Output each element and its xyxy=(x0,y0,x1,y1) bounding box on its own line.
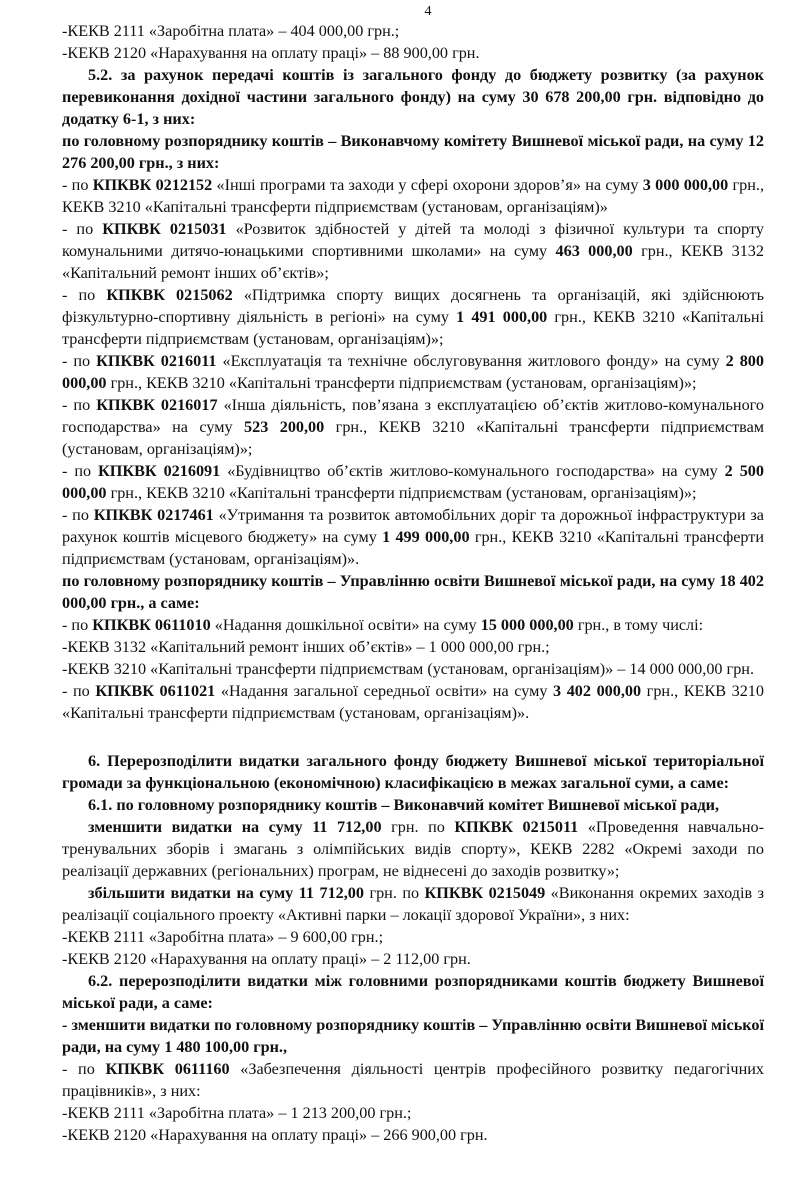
change-amount: 11 712,00 xyxy=(298,884,364,902)
program-code: КПКВК 0217461 xyxy=(93,506,214,524)
change-action: збільшити видатки xyxy=(88,884,231,902)
item-suffix: грн., КЕКВ 3132 «Капітальний ремонт інших об’єктів»; xyxy=(62,242,764,282)
item-suffix: грн., в тому числі: xyxy=(573,616,704,634)
item-description: «Експлуатація та технічне обслуговування житлового фонду» на суму xyxy=(216,352,726,370)
change-connector: грн. по xyxy=(364,884,425,902)
item-prefix: - по xyxy=(62,220,103,238)
item-prefix: - по xyxy=(62,396,97,414)
change-description: «Виконання окремих заходів з реалізації соціального проекту «Активні парки – локації здорової України», з них: xyxy=(62,884,765,924)
item-amount: 15 000 000,00 xyxy=(480,616,574,634)
text-paragraph: -КЕКВ 2120 «Нарахування на оплату праці» – 266 900,00 грн. xyxy=(62,1126,488,1144)
change-connector: на суму xyxy=(231,884,299,902)
program-code: КПКВК 0215049 xyxy=(424,884,546,902)
heading-paragraph: по головному розпоряднику коштів – Управлінню освіти Вишневої міської ради, на суму 18 402 000,00 грн., а саме: xyxy=(62,572,764,612)
item-suffix: грн., КЕКВ 3210 «Капітальні трансферти підприємствам (установам, організаціям)». xyxy=(62,682,764,722)
heading-paragraph: 5.2. за рахунок передачі коштів із загального фонду до бюджету розвитку (за рахунок перевиконання дохідної частини загального фонду) на суму 30 678 200,00 грн. відповідно до додатку 6-1, з них: xyxy=(62,66,764,128)
document-body xyxy=(62,20,764,1146)
budget-item xyxy=(62,504,764,570)
item-suffix: грн., КЕКВ 3210 «Капітальні трансферти підприємствам (установам, організаціям)»; xyxy=(106,484,697,502)
item-amount: 2 800 000,00 xyxy=(62,352,764,392)
program-code: КПКВК 0215031 xyxy=(102,220,227,238)
item-amount: 3 000 000,00 xyxy=(642,176,729,194)
item-prefix: - по xyxy=(62,682,96,700)
heading-paragraph: - зменшити видатки по головному розпоряднику коштів – Управлінню освіти Вишневої міської ради, на суму 1 480 100,00 грн., xyxy=(62,1016,764,1056)
item-prefix: - по xyxy=(62,1060,106,1078)
page-number: 4 xyxy=(424,4,432,19)
item-prefix: - по xyxy=(62,352,97,370)
budget-item xyxy=(62,174,764,218)
item-prefix: - по xyxy=(62,506,94,524)
item-description: «Інша діяльність, пов’язана з експлуатацією об’єктів житлово-комунального господарства» на суму xyxy=(62,396,764,436)
item-amount: 3 402 000,00 xyxy=(553,682,642,700)
item-amount: 1 499 000,00 xyxy=(382,528,470,546)
item-description: «Надання загальної середньої освіти» на суму xyxy=(215,682,554,700)
item-suffix: грн., КЕКВ 3210 «Капітальні трансферти підприємствам (установам, організаціям)». xyxy=(62,528,765,568)
budget-item xyxy=(62,1058,764,1102)
item-description: «Надання дошкільної освіти» на суму xyxy=(210,616,481,634)
change-description: «Проведення навчально-тренувальних зборів і змагань з олімпійських видів спорту», КЕКВ 2282 «Окремі заходи по реалізації державних (регіональних) програм, не віднесені до заходів розвитку»; xyxy=(62,818,764,880)
heading-paragraph: 6.1. по головному розпоряднику коштів – Виконавчий комітет Вишневої міської ради, xyxy=(88,796,720,814)
budget-change xyxy=(62,882,764,926)
text-paragraph: -КЕКВ 2120 «Нарахування на оплату праці» – 88 900,00 грн. xyxy=(62,44,480,62)
change-connector: грн. по xyxy=(381,818,455,836)
text-paragraph: -КЕКВ 2111 «Заробітна плата» – 404 000,00 грн.; xyxy=(62,22,400,40)
program-code: КПКВК 0611010 xyxy=(92,616,211,634)
program-code: КПКВК 0611160 xyxy=(105,1060,230,1078)
program-code: КПКВК 0212152 xyxy=(92,176,213,194)
item-amount: 2 500 000,00 xyxy=(62,462,764,502)
program-code: КПКВК 0215062 xyxy=(106,286,233,304)
paragraph-gap xyxy=(62,724,764,750)
program-code: КПКВК 0611021 xyxy=(95,682,216,700)
budget-item xyxy=(62,350,764,394)
program-code: КПКВК 0216091 xyxy=(98,462,221,480)
budget-item xyxy=(62,218,764,284)
budget-item xyxy=(62,460,764,504)
budget-item xyxy=(62,284,764,350)
change-amount: 11 712,00 xyxy=(312,818,382,836)
item-description: «Підтримка спорту вищих досягнень та організацій, які здійснюють фізкультурно-спортивну діяльність в регіоні» на суму xyxy=(62,286,764,326)
item-description: «Забезпечення діяльності центрів професійного розвитку педагогічних працівників», з них: xyxy=(62,1060,764,1100)
item-description: «Утримання та розвиток автомобільних доріг та дорожньої інфраструктури за рахунок коштів місцевого бюджету» на суму xyxy=(62,506,764,546)
text-paragraph: -КЕКВ 2111 «Заробітна плата» – 1 213 200,00 грн.; xyxy=(62,1104,412,1122)
item-amount: 1 491 000,00 xyxy=(456,308,548,326)
item-suffix: грн., КЕКВ 3210 «Капітальні трансферти підприємствам (установам, організаціям)»; xyxy=(106,374,697,392)
change-connector: на суму xyxy=(232,818,313,836)
item-description: «Будівництво об’єктів житлово-комунального господарства» на суму xyxy=(220,462,725,480)
item-description: «Розвиток здібностей у дітей та молоді з фізичної культури та спорту комунальними дитячо-юнацькими спортивними школами» на суму xyxy=(62,220,764,260)
budget-change xyxy=(62,816,764,882)
text-paragraph: -КЕКВ 3210 «Капітальні трансферти підприємствам (установам, організаціям)» – 14 000 000,00 грн. xyxy=(62,660,754,678)
item-amount: 463 000,00 xyxy=(555,242,633,260)
item-prefix: - по xyxy=(62,462,99,480)
item-amount: 523 200,00 xyxy=(244,418,325,436)
item-prefix: - по xyxy=(62,176,93,194)
change-action: зменшити видатки xyxy=(88,818,233,836)
heading-paragraph: 6.2. перерозподілити видатки між головними розпорядниками коштів бюджету Вишневої міської ради, а саме: xyxy=(62,972,764,1012)
program-code: КПКВК 0216011 xyxy=(96,352,217,370)
heading-paragraph: по головному розпоряднику коштів – Виконавчому комітету Вишневої міської ради, на суму 12 276 200,00 грн., з них: xyxy=(62,132,764,172)
item-suffix: грн., КЕКВ 3210 «Капітальні трансферти підприємствам (установам, організаціям)» xyxy=(62,176,764,216)
program-code: КПКВК 0215011 xyxy=(454,818,579,836)
item-suffix: грн., КЕКВ 3210 «Капітальні трансферти підприємствам (установам, організаціям)»; xyxy=(62,418,765,458)
item-prefix: - по xyxy=(62,616,93,634)
budget-item xyxy=(62,680,764,724)
heading-paragraph: 6. Перерозподілити видатки загального фонду бюджету Вишневої міської територіальної громади за функціональною (економічною) класифікацією в межах загальної суми, а саме: xyxy=(62,752,764,792)
text-paragraph: -КЕКВ 3132 «Капітальний ремонт інших об’єктів» – 1 000 000,00 грн.; xyxy=(62,638,550,656)
item-suffix: грн., КЕКВ 3210 «Капітальні трансферти підприємствам (установам, організаціям)»; xyxy=(62,308,765,348)
budget-item xyxy=(62,614,764,636)
text-paragraph: -КЕКВ 2120 «Нарахування на оплату праці» – 2 112,00 грн. xyxy=(62,950,471,968)
text-paragraph: -КЕКВ 2111 «Заробітна плата» – 9 600,00 грн.; xyxy=(62,928,384,946)
item-description: «Інші програми та заходи у сфері охорони здоров’я» на суму xyxy=(212,176,643,194)
budget-item xyxy=(62,394,764,460)
item-prefix: - по xyxy=(62,286,107,304)
program-code: КПКВК 0216017 xyxy=(96,396,218,414)
